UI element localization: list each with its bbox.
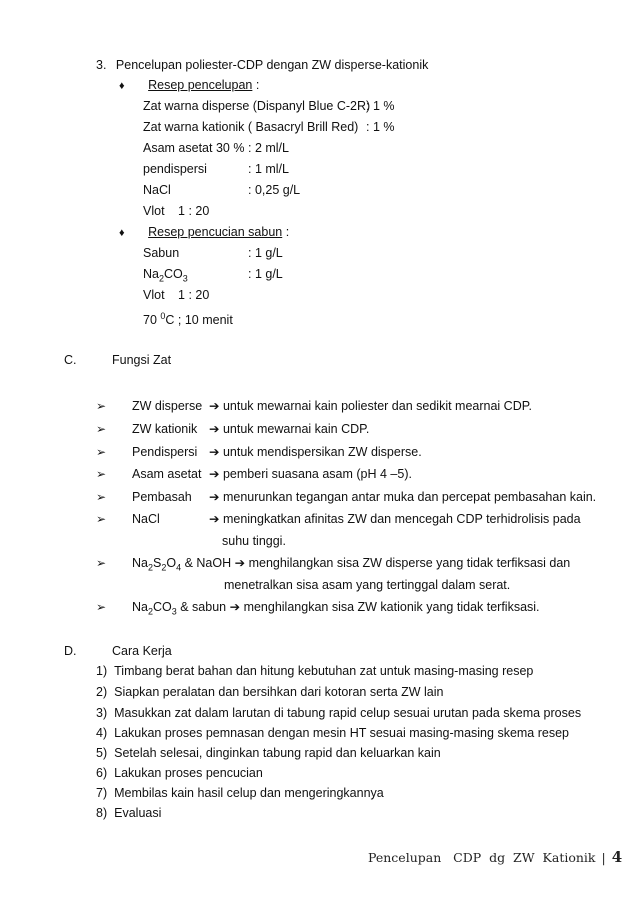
chem-text: Na <box>132 556 148 570</box>
row-value: : 1 % <box>366 99 395 113</box>
resep-pencelupan-title: Resep pencelupan <box>148 78 253 92</box>
step-item <box>96 663 533 679</box>
step-item <box>96 725 569 741</box>
arrowhead-bullet-icon: ➢ <box>96 422 107 436</box>
chem-text: & sabun <box>176 600 227 614</box>
section-d-title: Cara Kerja <box>112 644 172 658</box>
degree-superscript: 0 <box>160 311 166 321</box>
colon: : <box>282 225 290 239</box>
step-number: 8) <box>96 806 108 820</box>
row-name: Zat warna disperse (Dispanyl Blue C-2R) <box>143 99 371 113</box>
resep-pencucian-title: Resep pencucian sabun <box>148 225 283 239</box>
sabun-label: Sabun <box>143 246 180 260</box>
fungsi-name: ZW kationik <box>132 422 198 436</box>
fungsi-name-na2s2o4 <box>132 555 570 576</box>
temp-time-row <box>143 308 233 328</box>
step-text: Evaluasi <box>114 806 162 820</box>
fungsi-desc-continued: menetralkan sisa asam yang tertinggal dalam serat. <box>224 578 511 592</box>
diamond-bullet-icon: ♦ <box>119 227 125 239</box>
row-name: Zat warna kationik ( Basacryl Brill Red) <box>143 120 359 134</box>
step-text: Masukkan zat dalam larutan di tabung rapid celup sesuai urutan pada skema proses <box>114 706 582 720</box>
colon: : <box>252 78 260 92</box>
chem-text: CO <box>153 600 172 614</box>
temp-unit-time: C ; 10 menit <box>165 313 233 328</box>
footer-title: Pencelupan CDP dg ZW Kationik <box>368 850 596 865</box>
step-item <box>96 805 161 821</box>
fungsi-desc-continued: suhu tinggi. <box>222 534 286 548</box>
chem-subscript: 2 <box>147 606 153 617</box>
step-number: 1) <box>96 664 108 678</box>
right-arrow-icon: ➔ <box>234 556 246 570</box>
step-text: Siapkan peralatan dan bersihkan dari kotoran serta ZW lain <box>114 685 444 699</box>
arrowhead-bullet-icon: ➢ <box>96 490 107 504</box>
item-3 <box>96 57 428 73</box>
section-c-letter: C. <box>64 353 77 367</box>
right-arrow-icon: ➔ <box>209 399 220 413</box>
vlot-label: Vlot <box>143 288 165 302</box>
chem-subscript: 2 <box>147 562 153 573</box>
row-name: pendispersi <box>143 162 207 176</box>
fungsi-name: Pendispersi <box>132 445 198 459</box>
right-arrow-icon: ➔ <box>209 467 220 481</box>
step-item <box>96 684 443 700</box>
section-c-title: Fungsi Zat <box>112 353 172 367</box>
chem-text: Na <box>132 600 148 614</box>
fungsi-name: Asam asetat <box>132 467 202 481</box>
resep-row <box>143 98 370 114</box>
step-number: 4) <box>96 726 108 740</box>
arrowhead-bullet-icon: ➢ <box>96 600 107 614</box>
step-item <box>96 765 263 781</box>
right-arrow-icon: ➔ <box>209 422 220 436</box>
fungsi-desc-text: menurunkan tegangan antar muka dan percepat pembasahan kain. <box>222 490 597 504</box>
arrowhead-bullet-icon: ➢ <box>96 467 107 481</box>
na2co3-label <box>143 266 188 287</box>
row-value: : 1 ml/L <box>248 162 289 176</box>
chem-text: & NaOH <box>181 556 232 570</box>
fungsi-desc-text: untuk mendispersikan ZW disperse. <box>222 445 422 459</box>
resep-row <box>143 119 358 135</box>
step-number: 6) <box>96 766 108 780</box>
row-value: : 0,25 g/L <box>248 183 301 197</box>
arrowhead-bullet-icon: ➢ <box>96 556 107 570</box>
chem-subscript: 2 <box>161 562 167 573</box>
right-arrow-icon: ➔ <box>209 512 220 526</box>
fungsi-desc <box>209 466 412 482</box>
arrowhead-bullet-icon: ➢ <box>96 512 107 526</box>
step-text: Setelah selesai, dinginkan tabung rapid dan keluarkan kain <box>114 746 441 760</box>
chem-subscript: 3 <box>182 273 188 284</box>
right-arrow-icon: ➔ <box>209 490 220 504</box>
fungsi-desc-text: meningkatkan afinitas ZW dan mencegah CDP terhidrolisis pada <box>222 512 581 526</box>
step-text: Lakukan proses pemnasan dengan mesin HT sesuai masing-masing skema resep <box>114 726 569 740</box>
step-item <box>96 745 441 761</box>
step-number: 2) <box>96 685 108 699</box>
fungsi-name: NaCl <box>132 512 160 526</box>
step-item <box>96 705 581 721</box>
vlot-row <box>143 287 209 303</box>
chem-text: CO <box>164 267 183 281</box>
temp-value: 70 <box>143 313 161 328</box>
step-text: Lakukan proses pencucian <box>114 766 263 780</box>
chem-subscript: 4 <box>176 562 182 573</box>
vlot-value: 1 : 20 <box>178 288 210 302</box>
page-footer <box>368 848 622 866</box>
step-number: 5) <box>96 746 108 760</box>
row-name: Asam asetat 30 % <box>143 141 245 155</box>
fungsi-desc <box>209 511 581 527</box>
row-name: NaCl <box>143 183 171 197</box>
resep-pencucian-header <box>119 224 289 241</box>
row-value: : 2 ml/L <box>248 141 289 155</box>
chem-text: S <box>153 556 162 570</box>
item-number: 3. <box>96 58 107 72</box>
right-arrow-icon: ➔ <box>209 445 220 459</box>
arrowhead-bullet-icon: ➢ <box>96 399 107 413</box>
fungsi-desc-text: pemberi suasana asam (pH 4 –5). <box>222 467 412 481</box>
chem-text: O <box>166 556 177 570</box>
step-text: Membilas kain hasil celup dan mengeringkannya <box>114 786 384 800</box>
step-text: Timbang berat bahan dan hitung kebutuhan zat untuk masing-masing resep <box>114 664 534 678</box>
arrowhead-bullet-icon: ➢ <box>96 445 107 459</box>
chem-text: Na <box>143 267 159 281</box>
vlot-value: 1 : 20 <box>178 204 210 218</box>
vlot-row <box>143 203 209 219</box>
fungsi-desc-text: untuk mewarnai kain CDP. <box>222 422 370 436</box>
right-arrow-icon: ➔ <box>229 600 241 614</box>
sabun-value: : 1 g/L <box>248 246 283 260</box>
fungsi-desc <box>209 444 422 460</box>
step-number: 7) <box>96 786 108 800</box>
step-item <box>96 785 384 801</box>
fungsi-name: Pembasah <box>132 490 192 504</box>
fungsi-desc-text: menghilangkan sisa ZW disperse yang tidak terfiksasi dan <box>248 556 571 570</box>
fungsi-desc-text: menghilangkan sisa ZW kationik yang tidak terfiksasi. <box>243 600 540 614</box>
page-number: 4 <box>611 848 623 866</box>
section-d-letter: D. <box>64 644 77 658</box>
diamond-bullet-icon: ♦ <box>119 80 125 92</box>
row-value: : 1 % <box>366 120 395 134</box>
chem-subscript: 2 <box>158 273 164 284</box>
fungsi-name-na2co3 <box>132 599 540 620</box>
item-text: Pencelupan poliester-CDP dengan ZW disperse-kationik <box>115 58 429 72</box>
fungsi-desc-text: untuk mewarnai kain poliester dan sedikit mearnai CDP. <box>222 399 532 413</box>
fungsi-name: ZW disperse <box>132 399 203 413</box>
fungsi-desc <box>209 421 369 437</box>
chem-subscript: 3 <box>171 606 177 617</box>
na2co3-value: : 1 g/L <box>248 267 283 281</box>
step-number: 3) <box>96 706 108 720</box>
vlot-label: Vlot <box>143 204 165 218</box>
footer-separator: | <box>601 850 606 865</box>
fungsi-desc <box>209 398 532 414</box>
fungsi-desc <box>209 489 596 505</box>
resep-pencelupan-header <box>119 77 259 94</box>
